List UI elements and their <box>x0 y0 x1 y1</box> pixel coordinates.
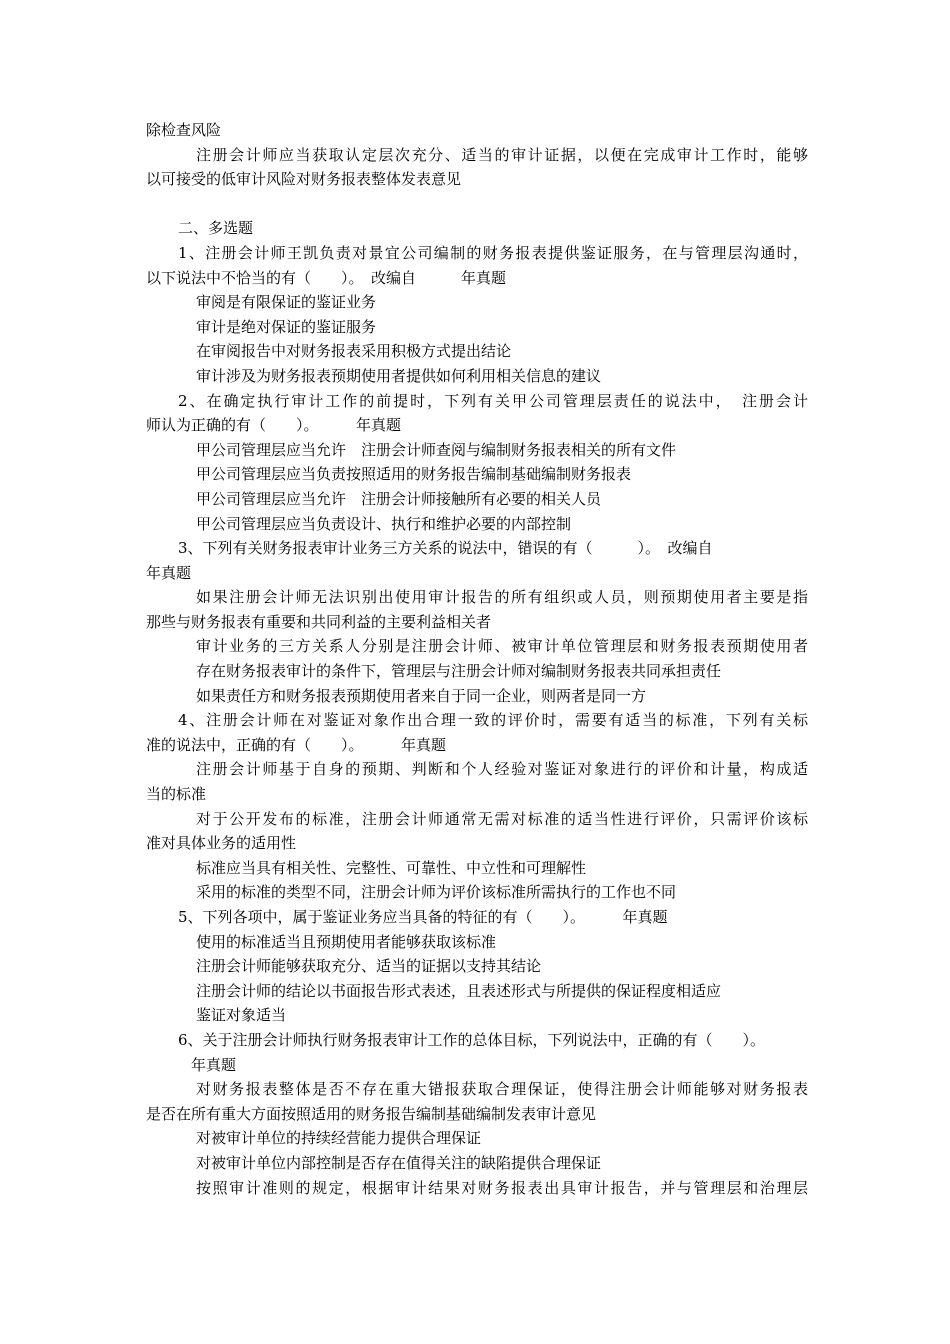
question-6-option-a: 对财务报表整体是否不存在重大错报获取合理保证，使得注册会计师能够对财务报表 <box>196 1080 808 1099</box>
question-2-option-c: 甲公司管理层应当允许 注册会计师接触所有必要的相关人员 <box>196 489 602 508</box>
question-3-stem: 3、下列有关财务报表审计业务三方关系的说法中，错误的有（ ）。 改编自 <box>178 539 713 558</box>
question-3-option-b: 审计业务的三方关系人分别是注册会计师、被审计单位管理层和财务报表预期使用者 <box>196 637 808 656</box>
question-1-option-b: 审计是绝对保证的鉴证服务 <box>196 317 377 336</box>
question-1-stem: 1、注册会计师王凯负责对景宜公司编制的财务报表提供鉴证服务，在与管理层沟通时， <box>178 243 808 262</box>
question-4-option-b: 对于公开发布的标准，注册会计师通常无需对标准的适当性进行评价，只需评价该标 <box>196 809 808 828</box>
question-6-stem-cont: 年真题 <box>191 1055 237 1074</box>
question-2-stem: 2、在确定执行审计工作的前提时，下列有关甲公司管理层责任的说法中， 注册会计 <box>178 391 808 410</box>
question-5-option-d: 鉴证对象适当 <box>196 1006 287 1025</box>
question-2-stem-cont: 师认为正确的有（ ）。 年真题 <box>146 416 402 435</box>
spacer <box>146 192 808 217</box>
question-4-stem-cont: 准的说法中，正确的有（ ）。 年真题 <box>146 735 447 754</box>
question-3-option-c: 存在财务报表审计的条件下，管理层与注册会计师对编制财务报表共同承担责任 <box>196 662 722 681</box>
question-5-option-b: 注册会计师能够获取充分、适当的证据以支持其结论 <box>196 957 542 976</box>
question-4-option-b-cont: 准对具体业务的适用性 <box>146 834 297 853</box>
question-1-option-d: 审计涉及为财务报表预期使用者提供如何利用相关信息的建议 <box>196 366 602 385</box>
intro-paragraph-cont: 以可接受的低审计风险对财务报表整体发表意见 <box>146 170 462 189</box>
question-5-stem: 5、下列各项中，属于鉴证业务应当具备的特征的有（ ）。 年真题 <box>178 908 668 926</box>
question-1-stem-cont: 以下说法中不恰当的有（ ）。 改编自 年真题 <box>146 268 507 287</box>
document-body <box>146 118 808 1200</box>
question-3-option-d: 如果责任方和财务报表预期使用者来自于同一企业，则两者是同一方 <box>196 686 647 705</box>
question-4-option-d: 采用的标准的类型不同，注册会计师为评价该标准所需执行的工作也不同 <box>196 883 677 902</box>
question-4-option-a-cont: 当的标准 <box>146 785 207 804</box>
question-3-option-a-cont: 那些与财务报表有重要和共同利益的主要利益相关者 <box>146 612 492 631</box>
question-6-option-a-cont: 是否在所有重大方面按照适用的财务报告编制基础编制发表审计意见 <box>146 1104 597 1123</box>
question-5-option-a: 使用的标准适当且预期使用者能够获取该标准 <box>196 932 497 951</box>
question-2-option-b: 甲公司管理层应当负责按照适用的财务报告编制基础编制财务报表 <box>196 465 632 484</box>
question-2-option-d: 甲公司管理层应当负责设计、执行和维护必要的内部控制 <box>196 514 572 533</box>
question-6-option-c: 对被审计单位内部控制是否存在值得关注的缺陷提供合理保证 <box>196 1153 602 1172</box>
intro-line: 除检查风险 <box>146 121 222 139</box>
question-1-option-a: 审阅是有限保证的鉴证业务 <box>196 293 377 312</box>
question-1-option-c: 在审阅报告中对财务报表采用积极方式提出结论 <box>196 342 512 361</box>
question-6-option-b: 对被审计单位的持续经营能力提供合理保证 <box>196 1129 482 1148</box>
question-3-stem-cont: 年真题 <box>146 563 192 582</box>
question-4-stem: 4、注册会计师在对鉴证对象作出合理一致的评价时，需要有适当的标准，下列有关标 <box>178 711 808 730</box>
section-title: 二、多选题 <box>178 219 254 238</box>
question-6-option-d: 按照审计准则的规定，根据审计结果对财务报表出具审计报告，并与管理层和治理层 <box>196 1178 808 1197</box>
intro-paragraph: 注册会计师应当获取认定层次充分、适当的审计证据，以便在完成审计工作时，能够 <box>196 145 808 164</box>
question-6-stem: 6、关于注册会计师执行财务报表审计工作的总体目标，下列说法中，正确的有（ ）。 <box>178 1030 766 1049</box>
question-5-option-c: 注册会计师的结论以书面报告形式表述，且表述形式与所提供的保证程度相适应 <box>196 981 722 1000</box>
question-2-option-a: 甲公司管理层应当允许 注册会计师查阅与编制财务报表相关的所有文件 <box>196 440 677 459</box>
question-3-option-a: 如果注册会计师无法识别出使用审计报告的所有组织或人员，则预期使用者主要是指 <box>196 588 808 607</box>
question-4-option-c: 标准应当具有相关性、完整性、可靠性、中立性和可理解性 <box>196 858 587 877</box>
question-4-option-a: 注册会计师基于自身的预期、判断和个人经验对鉴证对象进行的评价和计量，构成适 <box>196 760 808 779</box>
